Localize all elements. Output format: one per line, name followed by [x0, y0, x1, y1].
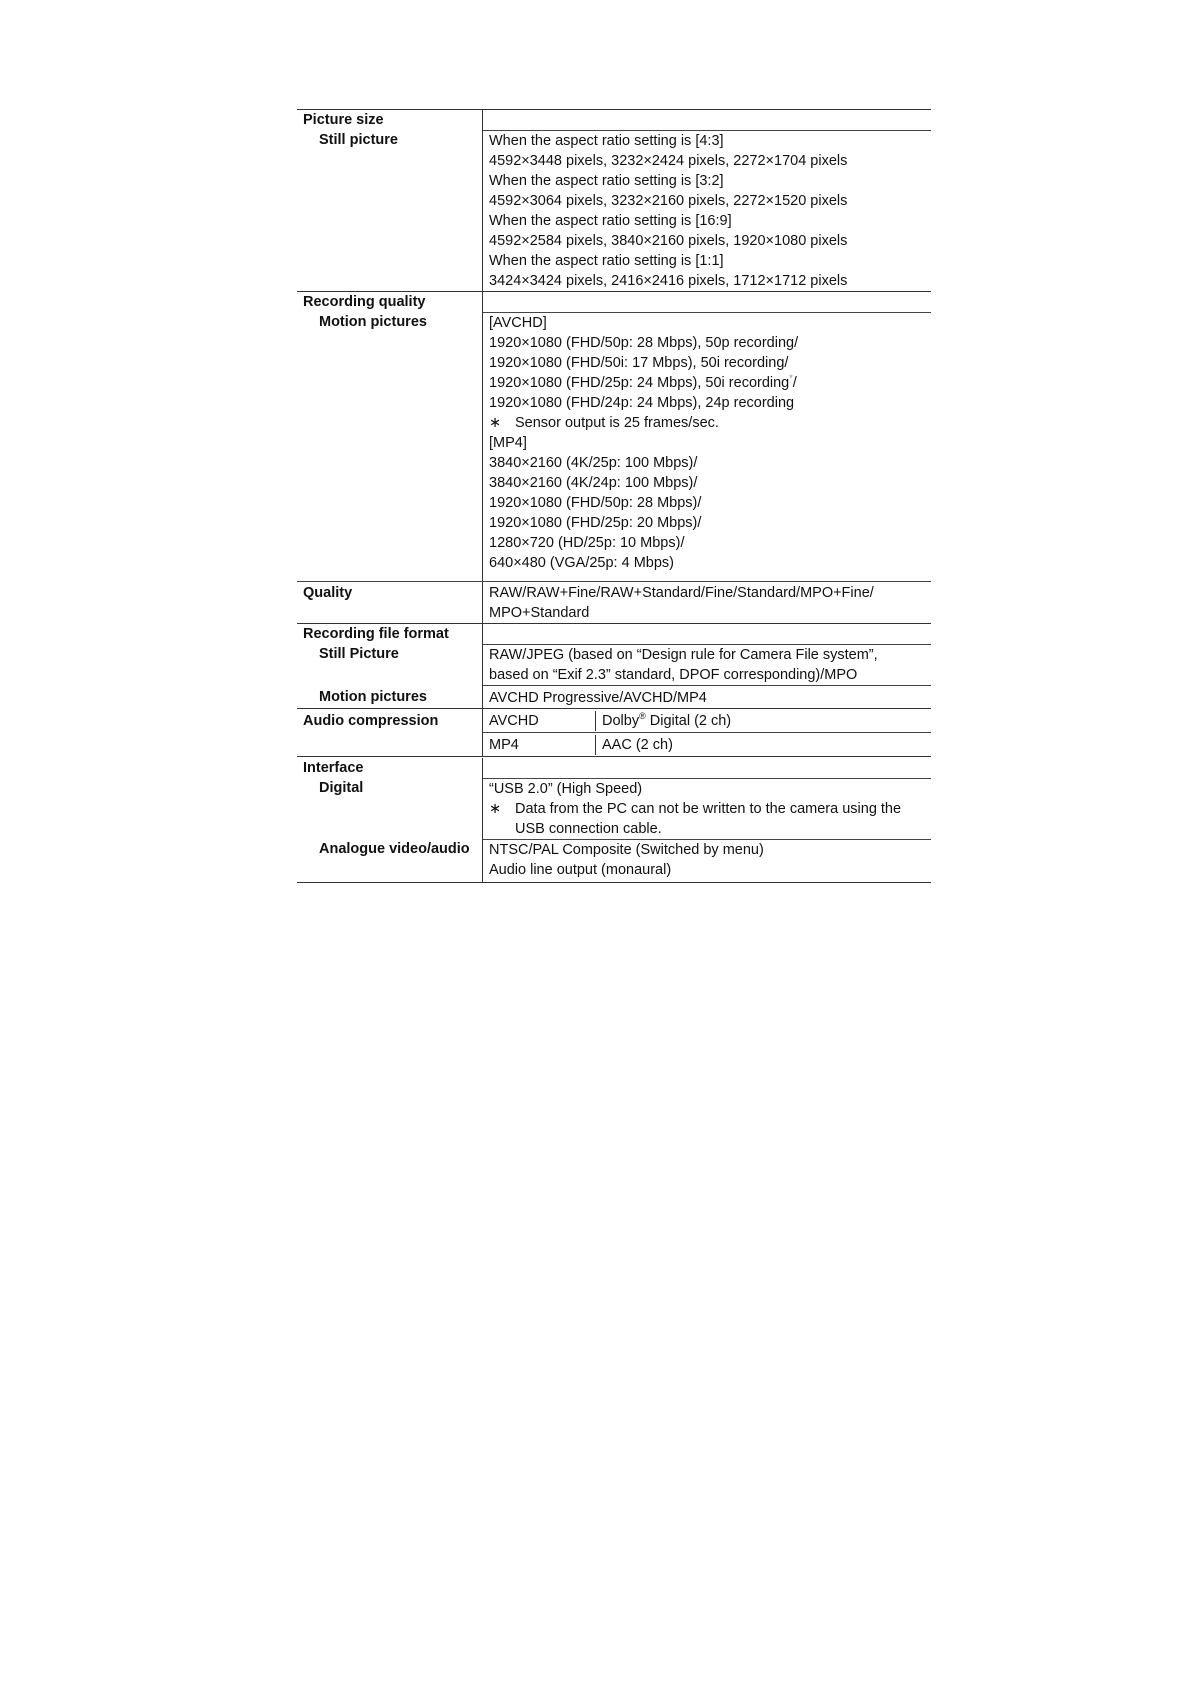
- text-line: When the aspect ratio setting is [4:3]: [489, 133, 724, 149]
- section-quality: [297, 581, 931, 623]
- footnote-mark: ∗: [489, 415, 502, 431]
- text-line: 3840×2160 (4K/25p: 100 Mbps)/: [489, 455, 698, 471]
- text-line: When the aspect ratio setting is [1:1]: [489, 253, 724, 269]
- text-line: 3424×3424 pixels, 2416×2416 pixels, 1712×1712 pixels: [489, 273, 848, 289]
- footnote-indent: [489, 819, 515, 839]
- row-value-empty: [483, 758, 931, 778]
- footnote-mark: *: [789, 373, 793, 384]
- text-line: Audio line output (monaural): [489, 862, 672, 878]
- row-analogue: [297, 839, 931, 883]
- row-label: Interface: [297, 758, 483, 778]
- text-line: When the aspect ratio setting is [3:2]: [489, 173, 724, 189]
- text-line: “USB 2.0” (High Speed): [489, 781, 643, 797]
- footnote-continued: [489, 819, 931, 839]
- text-line: AVCHD Progressive/AVCHD/MP4: [489, 690, 707, 706]
- text-line: based on “Exif 2.3” standard, DPOF corresponding)/MPO: [489, 667, 858, 683]
- row-value: [483, 685, 931, 708]
- row-label: Recording quality: [297, 292, 483, 312]
- section-interface: [297, 756, 931, 778]
- text-line: [489, 373, 931, 393]
- audio-codec: [596, 711, 931, 731]
- text-line: [MP4]: [489, 435, 527, 451]
- footnote-text: Sensor output is 25 frames/sec.: [515, 415, 719, 431]
- text-line: 1280×720 (HD/25p: 10 Mbps)/: [489, 535, 685, 551]
- text-line: 1920×1080 (FHD/24p: 24 Mbps), 24p recording: [489, 395, 795, 411]
- row-value: [483, 778, 931, 839]
- audio-format: MP4: [483, 735, 596, 755]
- text-line: 1920×1080 (FHD/50p: 28 Mbps), 50p recording/: [489, 335, 799, 351]
- text-part: /: [792, 375, 797, 391]
- audio-codec: AAC (2 ch): [602, 737, 673, 753]
- text-line: 3840×2160 (4K/24p: 100 Mbps)/: [489, 475, 698, 491]
- row-label: Motion pictures: [297, 312, 483, 581]
- row-value: [483, 130, 931, 291]
- footnote: [489, 799, 931, 819]
- row-label: Recording file format: [297, 624, 483, 644]
- section-picture-size: [297, 109, 931, 130]
- audio-row: [483, 732, 931, 756]
- text-part: 1920×1080 (FHD/25p: 24 Mbps), 50i recording: [489, 375, 790, 391]
- text-line: 1920×1080 (FHD/50p: 28 Mbps)/: [489, 495, 702, 511]
- row-value-empty: [483, 292, 931, 312]
- text-line: [AVCHD]: [489, 315, 547, 331]
- spec-table: [297, 109, 931, 883]
- text-line: RAW/JPEG (based on “Design rule for Camera File system”,: [489, 647, 878, 663]
- audio-format: AVCHD: [483, 711, 596, 731]
- row-label: Digital: [297, 778, 483, 839]
- row-value: [483, 582, 931, 623]
- text-line: 1920×1080 (FHD/25p: 20 Mbps)/: [489, 515, 702, 531]
- row-value: [483, 644, 931, 685]
- footnote-text: Data from the PC can not be written to the camera using the: [515, 801, 902, 817]
- row-value-empty: [483, 110, 931, 130]
- row-label: Analogue video/audio: [297, 839, 483, 882]
- text-line: MPO+Standard: [489, 605, 590, 621]
- row-label: Quality: [297, 582, 483, 623]
- row-motion-pictures: [297, 312, 931, 581]
- codec-text: Digital (2 ch): [645, 713, 732, 729]
- row-still-picture: [297, 130, 931, 291]
- text-line: 1920×1080 (FHD/50i: 17 Mbps), 50i recording/: [489, 355, 789, 371]
- text-line: When the aspect ratio setting is [16:9]: [489, 213, 732, 229]
- text-line: 4592×2584 pixels, 3840×2160 pixels, 1920×1080 pixels: [489, 233, 848, 249]
- row-value: [483, 839, 931, 882]
- row-digital: [297, 778, 931, 839]
- row-label: Motion pictures: [297, 685, 483, 708]
- text-line: 4592×3064 pixels, 3232×2160 pixels, 2272×1520 pixels: [489, 193, 848, 209]
- codec-text: Dolby: [602, 713, 640, 729]
- text-line: 640×480 (VGA/25p: 4 Mbps): [489, 555, 674, 571]
- audio-row: [483, 709, 931, 732]
- row-label: Still picture: [297, 130, 483, 291]
- footnote-text: USB connection cable.: [515, 821, 662, 837]
- row-still-picture-format: [297, 644, 931, 685]
- row-label: Audio compression: [297, 709, 483, 756]
- row-value: [483, 312, 931, 581]
- section-recording-quality: [297, 291, 931, 312]
- footnote-mark: ∗: [489, 801, 502, 817]
- row-motion-format: [297, 685, 931, 708]
- section-audio-compression: [297, 708, 931, 756]
- text-line: RAW/RAW+Fine/RAW+Standard/Fine/Standard/MPO+Fine/: [489, 585, 874, 601]
- row-value-empty: [483, 624, 931, 644]
- footnote: [489, 413, 931, 433]
- row-label: Still Picture: [297, 644, 483, 685]
- text-line: 4592×3448 pixels, 3232×2424 pixels, 2272×1704 pixels: [489, 153, 848, 169]
- registered-mark: ®: [639, 711, 646, 722]
- row-label: Picture size: [297, 110, 483, 130]
- section-file-format: [297, 623, 931, 644]
- audio-subtable: [483, 709, 931, 756]
- text-line: NTSC/PAL Composite (Switched by menu): [489, 842, 764, 858]
